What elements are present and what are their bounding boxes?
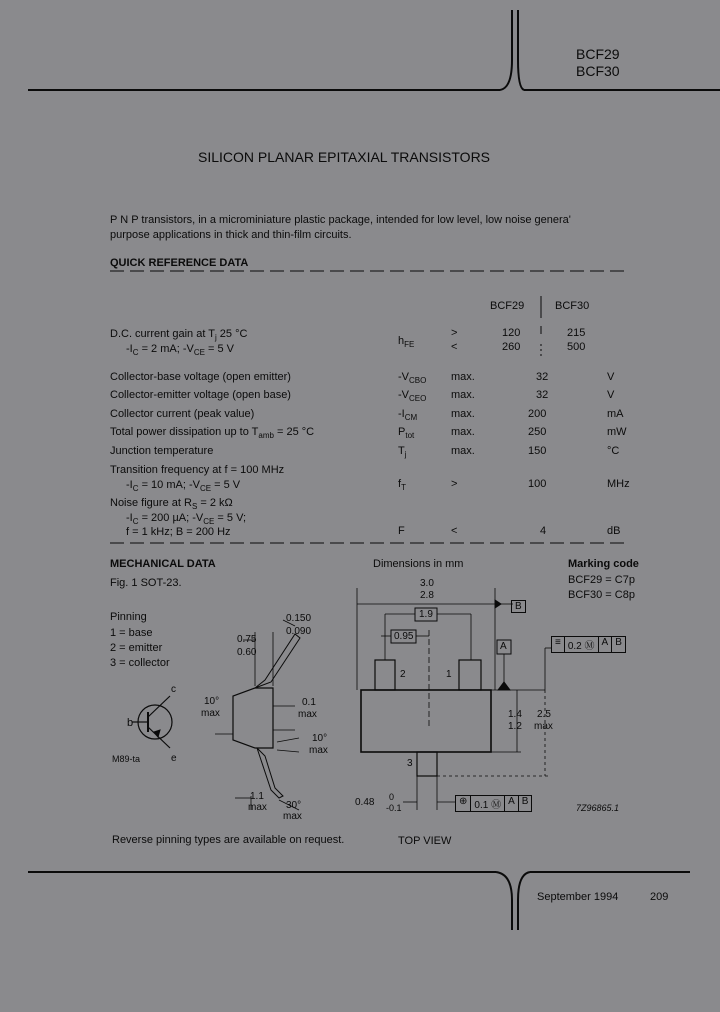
dim-30: 3.0 [420, 578, 434, 589]
dim-11: 1.1 [250, 791, 264, 802]
row-tj-unit: °C [607, 445, 620, 457]
row-hfe-param: D.C. current gain at $T_j$ 25 °C [110, 328, 248, 343]
tolerance-ref-a-2: A [505, 796, 519, 811]
row-ft-unit: MHz [607, 478, 630, 490]
row-nf-condition: $-I_C = 200$ µA; $-V_{CE} = 5$ V; [126, 512, 247, 527]
datum-a-label: A [500, 641, 507, 652]
tolerance-ref-b-2: B [521, 796, 529, 807]
angle-10-right: 10° [312, 733, 328, 744]
part-number-1: BCF29 [576, 46, 620, 62]
tolerance-value-02: 0.2 Ⓜ [565, 637, 599, 652]
intro-line-2: purpose applications in thick and thin-film circuits. [110, 229, 352, 241]
row-icm-param: Collector current (peak value) [110, 408, 255, 420]
dim-25-max: max [534, 721, 553, 732]
angle-30: 30° [286, 800, 302, 811]
dim-048-minus: -0.1 [386, 803, 402, 813]
pin-3-label: 3 [407, 758, 413, 769]
dim-0150: 0.150 [286, 613, 312, 624]
top-view-label: TOP VIEW [398, 835, 452, 847]
terminal-c: c [171, 684, 176, 695]
row-ft-value: 100 [528, 478, 547, 490]
row-nf-condition-2: f = 1 kHz; B = 200 Hz [126, 526, 231, 538]
tolerance-ref-b: B [615, 637, 622, 648]
mechanical-heading: MECHANICAL DATA [110, 558, 216, 570]
part-number-2: BCF30 [576, 63, 620, 79]
row-nf-param: Noise figure at $R_S = 2$ kΩ [110, 497, 233, 512]
terminal-e: e [171, 753, 177, 764]
row-tj-value: 150 [528, 445, 547, 457]
row-ptot [0, 426, 720, 444]
drawing-code: 7Z96865.1 [576, 803, 620, 813]
dim-048-plus: 0 [389, 792, 395, 802]
row-ptot-unit: mW [607, 426, 627, 438]
page-title: SILICON PLANAR EPITAXIAL TRANSISTORS [198, 149, 491, 165]
pin-1-label: 1 [446, 669, 452, 680]
dim-095: 0.95 [394, 631, 414, 642]
row-ptot-param: Total power dissipation up to $T_{amb} = 25$ °C [110, 426, 315, 441]
row-ft-cond: > [451, 478, 458, 490]
reverse-pinning-note: Reverse pinning types are available on request. [112, 834, 345, 846]
row-vceo-cond: max. [451, 389, 475, 401]
dim-0090: 0.090 [286, 626, 312, 637]
row-nf-value: 4 [540, 525, 547, 537]
row-ft-symbol: $f_T$ [398, 478, 406, 493]
row-vceo-symbol: $-V_{CEO}$ [398, 389, 427, 404]
pin-2: 2 = emitter [110, 642, 163, 654]
row-hfe-condition: $-I_C = 2$ mA; $-V_{CE} = 5$ V [126, 343, 235, 358]
row-vcbo-param: Collector-base voltage (open emitter) [110, 371, 291, 383]
row-nf-unit: dB [607, 525, 621, 537]
row-hfe-symbol: $h_{FE}$ [398, 335, 415, 350]
row-ptot-value: 250 [528, 426, 547, 438]
row-vcbo-cond: max. [451, 371, 475, 383]
pin-1: 1 = base [110, 627, 153, 639]
row-hfe-bcf29-min: 120 [502, 327, 521, 339]
intro-line-1: P N P transistors, in a microminiature plastic package, intended for low level, low noise genera' [110, 214, 571, 226]
top-view-drawing [345, 570, 575, 820]
col-header-bcf30: BCF30 [555, 300, 590, 312]
dim-075: 0.75 [237, 634, 257, 645]
symmetry-icon: ≡ [552, 637, 565, 652]
terminal-b: b [127, 717, 134, 729]
section-rule [0, 540, 720, 546]
angle-30-max: max [283, 811, 302, 822]
row-vceo [0, 389, 720, 407]
tolerance-frame-top [551, 636, 626, 653]
row-ptot-symbol: $P_{tot}$ [398, 426, 415, 441]
row-icm-cond: max. [451, 408, 475, 420]
quick-reference-heading: QUICK REFERENCE DATA [110, 257, 249, 269]
row-vceo-unit: V [607, 389, 615, 401]
dim-11-max: max [248, 802, 267, 813]
quick-reference-rule [0, 268, 720, 274]
marking-bcf30: BCF30 = C8p [568, 589, 635, 601]
dim-28: 2.8 [420, 590, 434, 601]
row-hfe-cond-min: > [451, 327, 458, 339]
row-hfe-cond-max: < [451, 341, 458, 353]
marking-heading: Marking code [568, 558, 639, 570]
row-icm-unit: mA [607, 408, 624, 420]
tolerance-value-01: 0.1 Ⓜ [471, 796, 505, 811]
row-tj-cond: max. [451, 445, 475, 457]
dim-19: 1.9 [419, 609, 433, 620]
dimensions-note: Dimensions in mm [373, 558, 464, 570]
angle-10-right-max: max [309, 745, 328, 756]
row-tj-symbol: $T_j$ [398, 445, 407, 460]
row-nf-symbol: F [398, 525, 405, 537]
dim-12: 1.2 [508, 721, 522, 732]
dim-060: 0.60 [237, 647, 257, 658]
col-divider [538, 296, 544, 358]
dim-25: 2.5 [537, 709, 551, 720]
position-icon: ⊕ [456, 796, 471, 811]
row-hfe-bcf30-max: 500 [567, 341, 586, 353]
datum-b-box: B [511, 600, 526, 613]
row-icm-value: 200 [528, 408, 547, 420]
dim-14: 1.4 [508, 709, 522, 720]
row-icm-symbol: $-I_{CM}$ [398, 408, 418, 423]
row-ptot-cond: max. [451, 426, 475, 438]
row-ft-condition: $-I_C = 10$ mA; $-V_{CE} = 5$ V [126, 479, 241, 494]
row-vceo-param: Collector-emitter voltage (open base) [110, 389, 291, 401]
row-nf-cond: < [451, 525, 458, 537]
row-hfe-bcf30-min: 215 [567, 327, 586, 339]
row-vceo-value: 32 [536, 389, 549, 401]
footer-date: September 1994 [537, 891, 619, 903]
angle-10-left-max: max [201, 708, 220, 719]
row-vcbo-symbol: $-V_{CBO}$ [398, 371, 427, 386]
figure-caption: Fig. 1 SOT-23. [110, 577, 182, 589]
dim-01-max: max [298, 709, 317, 720]
row-hfe-bcf29-max: 260 [502, 341, 521, 353]
row-ft-param: Transition frequency at f = 100 MHz [110, 464, 285, 476]
dim-01: 0.1 [302, 697, 316, 708]
pinning-heading: Pinning [110, 611, 147, 623]
tolerance-ref-a: A [599, 637, 613, 652]
row-icm [0, 408, 720, 426]
angle-10-left: 10° [204, 696, 220, 707]
row-vcbo [0, 371, 720, 389]
tolerance-frame-bottom [455, 795, 532, 812]
symbol-code: M89-ta [112, 754, 141, 764]
footer-page-number: 209 [650, 891, 669, 903]
row-tj [0, 445, 720, 463]
row-vcbo-unit: V [607, 371, 615, 383]
dim-048: 0.48 [355, 797, 375, 808]
marking-bcf29: BCF29 = C7p [568, 574, 635, 586]
row-tj-param: Junction temperature [110, 445, 214, 457]
row-vcbo-value: 32 [536, 371, 549, 383]
pin-2-label: 2 [400, 669, 406, 680]
pin-3: 3 = collector [110, 657, 170, 669]
col-header-bcf29: BCF29 [490, 300, 525, 312]
